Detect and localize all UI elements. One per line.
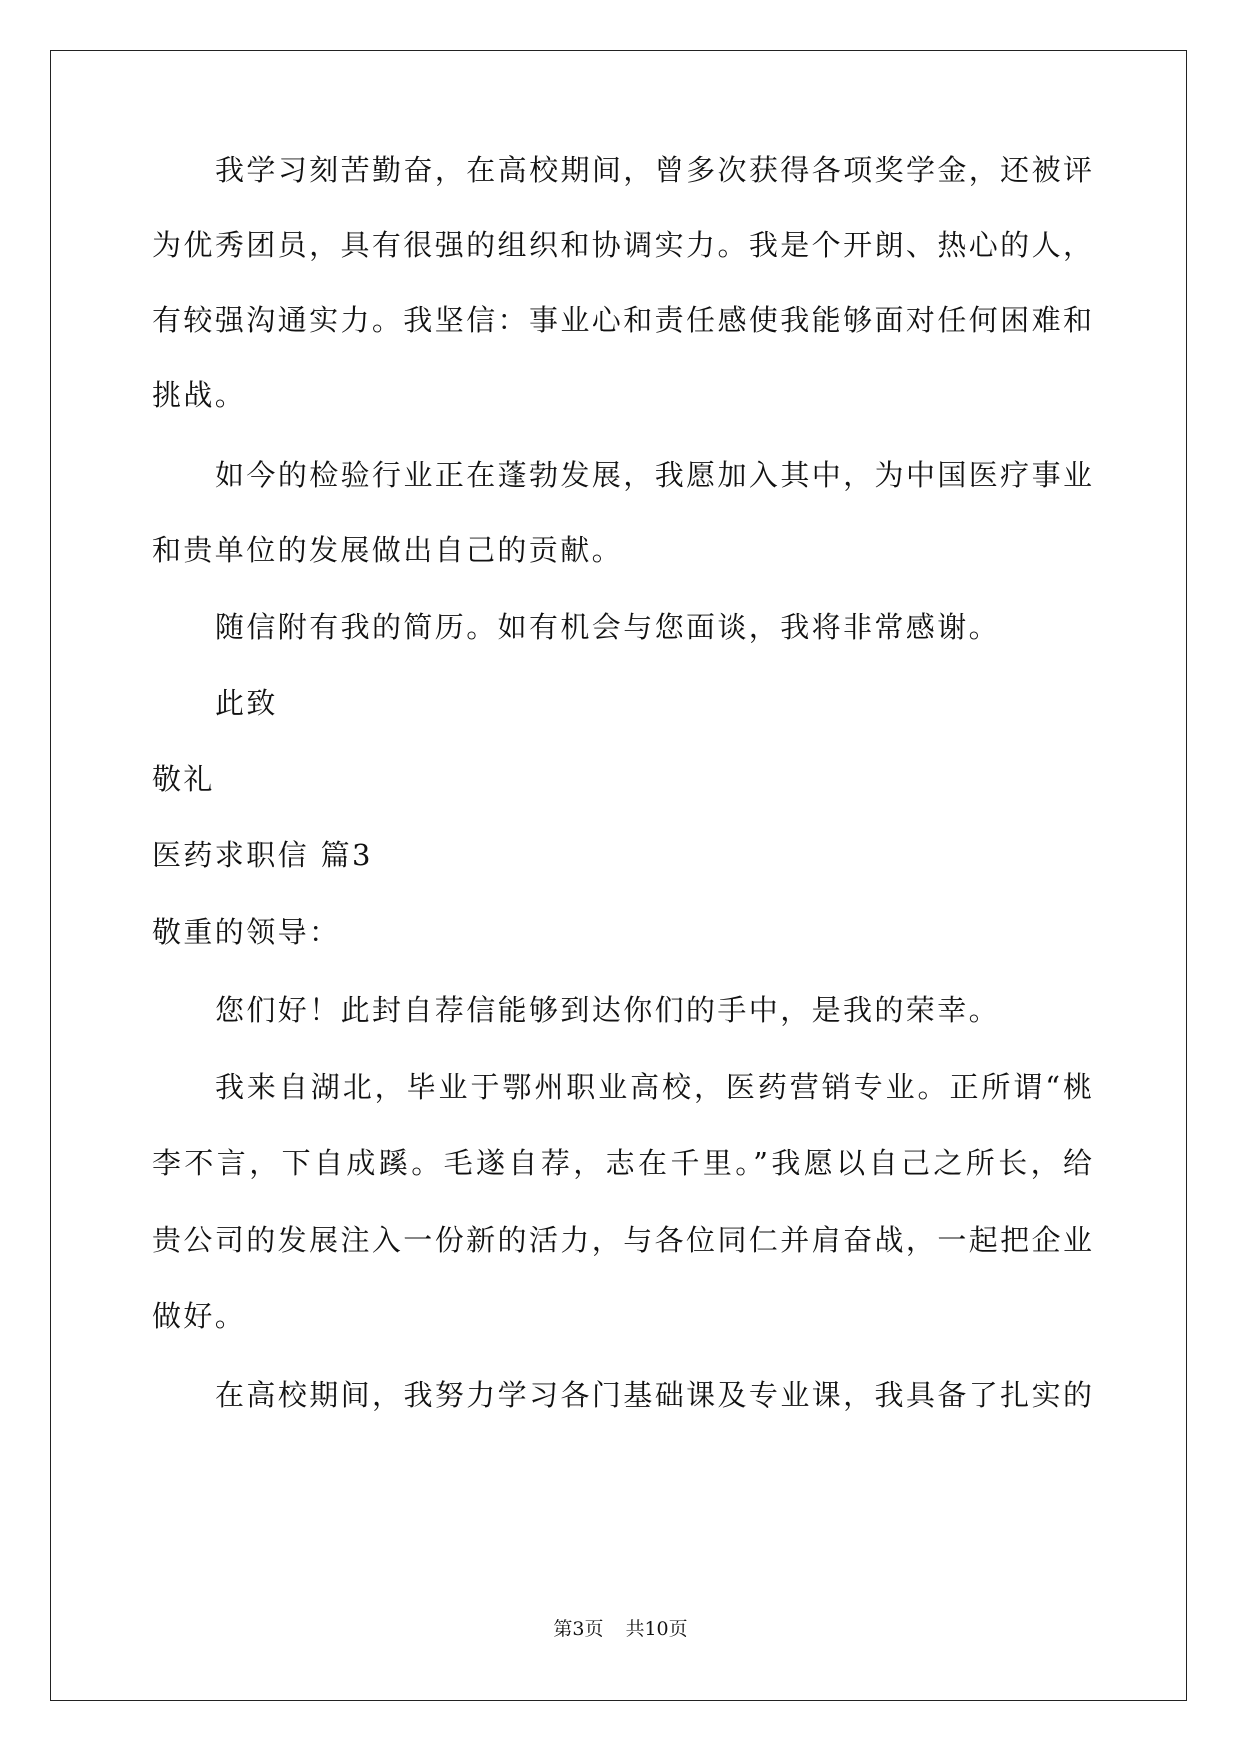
text-line: 在高校期间，我努力学习各门基础课及专业课，我具备了扎实的 xyxy=(215,1378,1092,1412)
page-number: 第3页 xyxy=(553,1618,604,1640)
text-line: 贵公司的发展注入一份新的活力，与各位同仁并肩奋战，一起把企业 xyxy=(152,1223,1092,1257)
text-line: 随信附有我的简历。如有机会与您面谈，我将非常感谢。 xyxy=(215,610,1001,644)
salutation: 敬重的领导： xyxy=(152,915,341,949)
page-border xyxy=(50,50,1187,1701)
page-total: 共10页 xyxy=(625,1618,688,1640)
text-line: 挑战。 xyxy=(152,378,247,412)
text-line: 为优秀团员，具有很强的组织和协调实力。我是个开朗、热心的人， xyxy=(152,228,1092,262)
text-line: 李不言，下自成蹊。毛遂自荐，志在千里。”我愿以自己之所长，给 xyxy=(152,1146,1092,1180)
text-line: 如今的检验行业正在蓬勃发展，我愿加入其中，为中国医疗事业 xyxy=(215,458,1092,492)
section-heading: 医药求职信 篇3 xyxy=(152,838,373,872)
text-line: 有较强沟通实力。我坚信：事业心和责任感使我能够面对任何困难和 xyxy=(152,303,1092,337)
closing-salute: 敬礼 xyxy=(152,762,215,796)
text-line: 我学习刻苦勤奋，在高校期间，曾多次获得各项奖学金，还被评 xyxy=(215,153,1092,187)
closing-phrase: 此致 xyxy=(215,686,278,720)
text-line: 做好。 xyxy=(152,1299,247,1333)
text-line: 您们好！此封自荐信能够到达你们的手中，是我的荣幸。 xyxy=(215,993,1001,1027)
page-footer xyxy=(0,1617,1241,1641)
text-line: 我来自湖北，毕业于鄂州职业高校，医药营销专业。正所谓“桃 xyxy=(215,1070,1092,1104)
text-line: 和贵单位的发展做出自己的贡献。 xyxy=(152,533,624,567)
